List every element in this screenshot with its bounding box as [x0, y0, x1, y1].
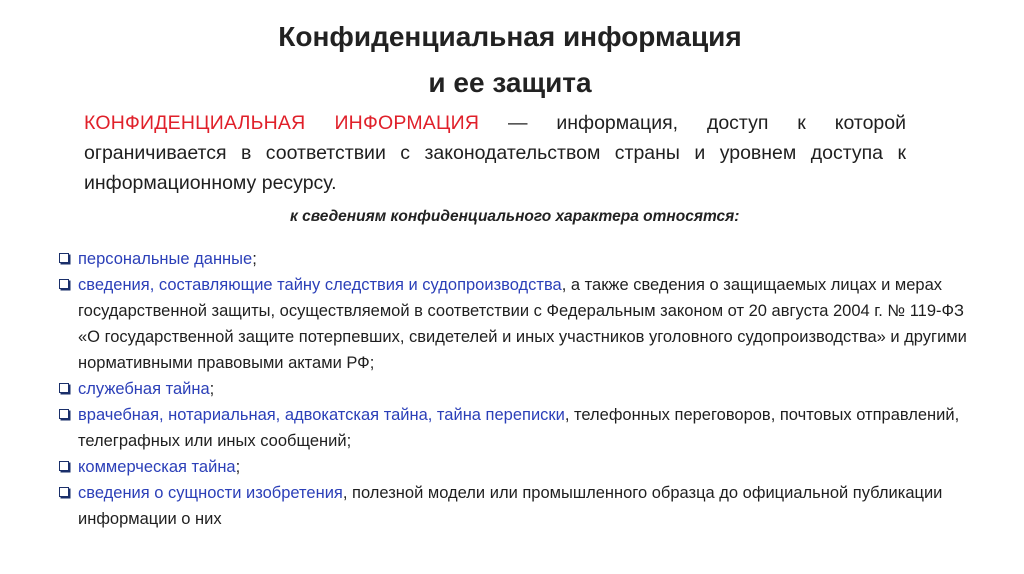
definition-term: КОНФИДЕНЦИАЛЬНАЯ ИНФОРМАЦИЯ	[84, 112, 480, 134]
item-text: , а также сведения о защищаемых лицах и мерах государственной защиты, осуществляемой в соответствии с Федеральным законом от 20 августа 2004 г. № 119-ФЗ «О государственной защите потерпевших, свидетелей и иных участников уголовного судопроизводства» и другими нормативными правовыми актами РФ;	[78, 276, 967, 372]
list-subheading: к сведениям конфиденциального характера относятся:	[290, 208, 740, 225]
item-highlight: персональные данные	[78, 250, 253, 268]
item-highlight: коммерческая тайна	[78, 458, 236, 476]
item-text: ;	[252, 250, 257, 268]
item-text: ;	[209, 380, 215, 398]
definition-text: — информация, доступ к которой ограничивается в соответствии с законодательством страны и уровнем доступа к информационному ресурсу.	[84, 112, 906, 194]
item-text: , телефонных переговоров, почтовых отправлений, телеграфных или иных сообщений;	[78, 406, 960, 450]
title-line-2: и ее защита	[428, 67, 592, 98]
hollow-square-bullet-icon	[59, 279, 69, 289]
list-item	[58, 272, 978, 376]
list-item	[58, 376, 978, 402]
item-text: ;	[235, 458, 241, 476]
list-item	[58, 480, 978, 532]
page-title	[180, 14, 840, 106]
hollow-square-bullet-icon	[59, 409, 69, 419]
item-highlight: служебная тайна	[78, 380, 210, 398]
title-line-1: Конфиденциальная информация	[278, 21, 742, 52]
list-item	[58, 246, 978, 272]
list-item	[58, 454, 978, 480]
list-item	[58, 402, 978, 454]
confidential-info-list	[58, 246, 978, 532]
item-text: , полезной модели или промышленного образца до официальной публикации информации о них	[78, 484, 943, 528]
item-highlight: врачебная, нотариальная, адвокатская тайна, тайна переписки	[78, 406, 565, 424]
item-highlight: сведения о сущности изобретения	[78, 484, 343, 502]
hollow-square-bullet-icon	[59, 383, 69, 393]
item-highlight: сведения, составляющие тайну следствия и судопроизводства	[78, 276, 562, 294]
hollow-square-bullet-icon	[59, 487, 69, 497]
definition-paragraph	[84, 108, 906, 198]
hollow-square-bullet-icon	[59, 253, 69, 263]
hollow-square-bullet-icon	[59, 461, 69, 471]
